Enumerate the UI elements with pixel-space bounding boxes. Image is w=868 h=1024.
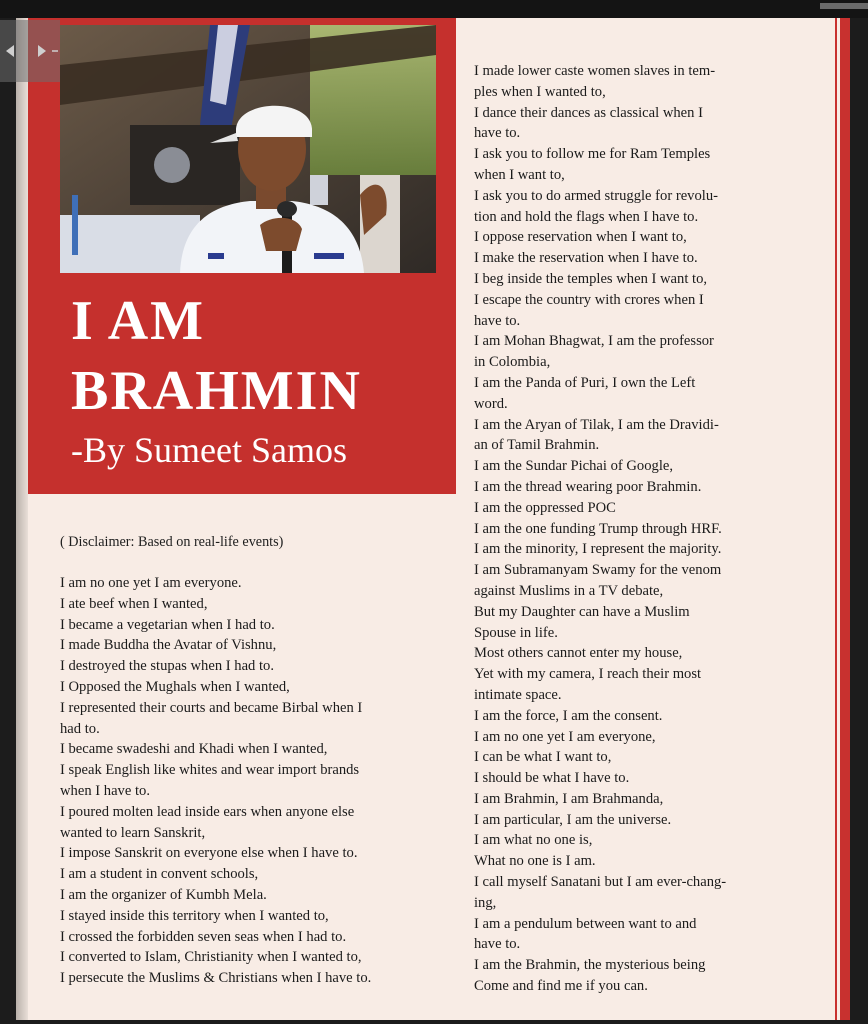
poem-line: I beg inside the temples when I want to,: [474, 270, 708, 287]
poem-line: I am no one yet I am everyone.: [60, 575, 242, 591]
page-gutter-shadow: [16, 18, 28, 1020]
poem-line: intimate space.: [474, 686, 562, 703]
poem-line: I am the Panda of Puri, I own the Left: [474, 374, 696, 391]
poem-line: I speak English like whites and wear import brands: [60, 762, 360, 779]
poem-line: I became swadeshi and Khadi when I wanted,: [60, 741, 328, 758]
poem-line: I ate beef when I wanted,: [60, 595, 208, 612]
poem-line: I Opposed the Mughals when I wanted,: [60, 678, 290, 695]
magazine-page: [16, 18, 850, 1020]
poem-line: have to.: [474, 312, 521, 329]
poem-column-right: [474, 61, 726, 997]
poem-line: I am Brahmin, I am Brahmanda,: [474, 790, 664, 807]
viewer-top-bar: [0, 0, 868, 18]
poem-line: when I want to,: [474, 166, 565, 183]
poem-line: Spouse in life.: [474, 624, 558, 641]
poem-line: I am the thread wearing poor Brahmin.: [474, 478, 702, 495]
viewer-indicator: [820, 3, 868, 9]
poem-line: I am particular, I am the universe.: [474, 811, 672, 828]
poem-column-left: [60, 573, 371, 989]
poem-line: an of Tamil Brahmin.: [474, 437, 600, 454]
poem-line: I am the minority, I represent the majority.: [474, 541, 722, 558]
title-line-1: I AM: [71, 290, 205, 352]
poem-line: I made lower caste women slaves in tem-: [474, 63, 716, 79]
poem-line: have to.: [474, 936, 521, 953]
speaker-photo-illustration: [60, 25, 436, 273]
poem-line: I destroyed the stupas when I had to.: [60, 658, 274, 675]
poem-line: I am Mohan Bhagwat, I am the professor: [474, 333, 714, 350]
article-title: [71, 286, 451, 426]
poem-line: I became a vegetarian when I had to.: [60, 616, 275, 633]
poem-line: I stayed inside this territory when I wanted to,: [60, 907, 329, 924]
poem-line: I am no one yet I am everyone,: [474, 728, 656, 745]
poem-line: What no one is I am.: [474, 853, 596, 870]
previous-page-button[interactable]: [0, 20, 60, 82]
poem-line: I converted to Islam, Christianity when I wanted to,: [60, 949, 362, 966]
poem-line: ples when I wanted to,: [474, 83, 606, 100]
poem-line: Come and find me if you can.: [474, 978, 648, 995]
poem-line: have to.: [474, 125, 521, 142]
poem-line: against Muslims in a TV debate,: [474, 582, 664, 599]
poem-line: I ask you to do armed struggle for revolu-: [474, 187, 718, 204]
poem-line: I am the force, I am the consent.: [474, 707, 663, 724]
poem-line: I make the reservation when I have to.: [474, 250, 698, 267]
poem-line: I escape the country with crores when I: [474, 291, 704, 308]
poem-line: I am a student in convent schools,: [60, 866, 259, 883]
right-accent-bar: [840, 18, 850, 1020]
pan-arrows-icon: [2, 36, 58, 66]
poem-line: But my Daughter can have a Muslim: [474, 603, 690, 620]
poem-line: in Colombia,: [474, 354, 551, 371]
poem-line: Most others cannot enter my house,: [474, 645, 683, 662]
poem-line: Yet with my camera, I reach their most: [474, 666, 702, 683]
poem-line: when I have to.: [60, 782, 150, 799]
poem-line: I oppose reservation when I want to,: [474, 229, 687, 246]
poem-line: ing,: [474, 894, 497, 911]
poem-line: I can be what I want to,: [474, 749, 612, 766]
poem-line: I am what no one is,: [474, 832, 593, 849]
poem-line: I represented their courts and became Birbal when I: [60, 699, 363, 716]
poem-line: I impose Sanskrit on everyone else when I have to.: [60, 845, 358, 862]
poem-line: wanted to learn Sanskrit,: [60, 824, 206, 841]
poem-line: I poured molten lead inside ears when anyone else: [60, 803, 355, 820]
poem-line: I am the one funding Trump through HRF.: [474, 520, 722, 537]
poem-line: tion and hold the flags when I have to.: [474, 208, 699, 225]
poem-line: I am a pendulum between want to and: [474, 915, 697, 932]
title-line-2: BRAHMIN: [71, 360, 362, 422]
disclaimer-text: ( Disclaimer: Based on real-life events): [60, 534, 284, 550]
poem-line: I am the Brahmin, the mysterious being: [474, 957, 706, 974]
poem-line: I am Subramanyam Swamy for the venom: [474, 562, 722, 579]
poem-line: word.: [474, 395, 508, 412]
poem-line: I should be what I have to.: [474, 770, 630, 787]
poem-line: had to.: [60, 720, 100, 737]
poem-line: I am the Sundar Pichai of Google,: [474, 458, 673, 475]
poem-line: I crossed the forbidden seven seas when I had to.: [60, 928, 347, 945]
poem-line: I ask you to follow me for Ram Temples: [474, 146, 711, 163]
speaker-photo: [60, 25, 436, 273]
poem-line: I am the oppressed POC: [474, 499, 616, 516]
poem-line: I dance their dances as classical when I: [474, 104, 703, 121]
poem-line: I am the organizer of Kumbh Mela.: [60, 886, 267, 903]
right-accent-line: [835, 18, 837, 1020]
article-byline: -By Sumeet Samos: [71, 430, 347, 470]
poem-line: I persecute the Muslims & Christians when I have to.: [60, 970, 372, 987]
poem-line: I call myself Sanatani but I am ever-chang-: [474, 874, 727, 891]
poem-line: I am the Aryan of Tilak, I am the Dravidi-: [474, 416, 719, 433]
poem-line: I made Buddha the Avatar of Vishnu,: [60, 637, 277, 654]
